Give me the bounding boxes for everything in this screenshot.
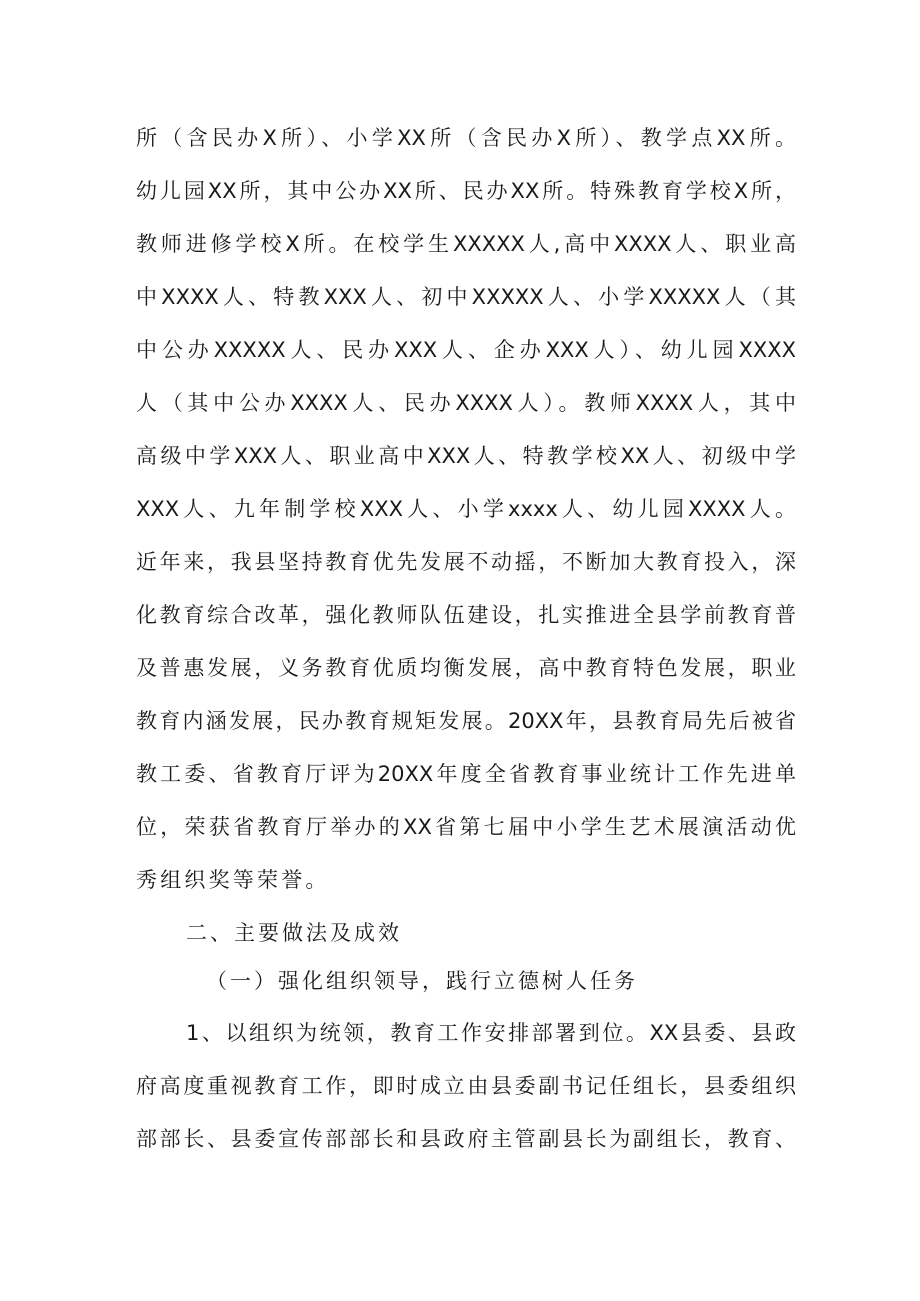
body-text-line: 中XXXX人、特教XXX人、初中XXXXX人、小学XXXXX人（其 <box>136 285 796 309</box>
body-text-line: 教育内涵发展，民办教育规矩发展。20XX年，县教育局先后被省 <box>136 709 796 733</box>
body-text-line: XXX人、九年制学校XXX人、小学xxxx人、幼儿园XXXX人。 <box>136 497 796 521</box>
body-text-line: 近年来，我县坚持教育优先发展不动摇，不断加大教育投入，深 <box>136 550 796 574</box>
subsection-heading: （一）强化组织领导，践行立德树人任务 <box>206 969 638 993</box>
body-text-line: 教工委、省教育厅评为20XX年度全省教育事业统计工作先进单 <box>136 762 796 786</box>
item-text-line: 府高度重视教育工作，即时成立由县委副书记任组长，县委组织 <box>136 1074 796 1098</box>
item-text-line: 部部长、县委宣传部部长和县政府主管副县长为副组长，教育、 <box>136 1127 796 1151</box>
section-heading: 二、主要做法及成效 <box>186 921 402 945</box>
body-text-line: 秀组织奖等荣誉。 <box>136 868 330 892</box>
item-text-line: 1、以组织为统领，教育工作安排部署到位。XX县委、县政 <box>186 1021 796 1045</box>
body-text-line: 所（含民办X所）、小学XX所（含民办X所）、教学点XX所。 <box>136 126 796 150</box>
body-text-line: 化教育综合改革，强化教师队伍建设，扎实推进全县学前教育普 <box>136 603 796 627</box>
body-text-line: 幼儿园XX所，其中公办XX所、民办XX所。特殊教育学校X所， <box>136 179 796 203</box>
body-text-line: 及普惠发展，义务教育优质均衡发展，高中教育特色发展，职业 <box>136 656 796 680</box>
body-text-line: 中公办XXXXX人、民办XXX人、企办XXX人）、幼儿园XXXX <box>136 338 796 362</box>
body-text-line: 高级中学XXX人、职业高中XXX人、特教学校XX人、初级中学 <box>136 444 796 468</box>
body-text-line: 人（其中公办XXXX人、民办XXXX人）。教师XXXX人，其中 <box>136 391 796 415</box>
body-text-line: 教师进修学校X所。在校学生XXXXX人,高中XXXX人、职业高 <box>136 232 796 256</box>
body-text-line: 位，荣获省教育厅举办的XX省第七届中小学生艺术展演活动优 <box>136 815 796 839</box>
